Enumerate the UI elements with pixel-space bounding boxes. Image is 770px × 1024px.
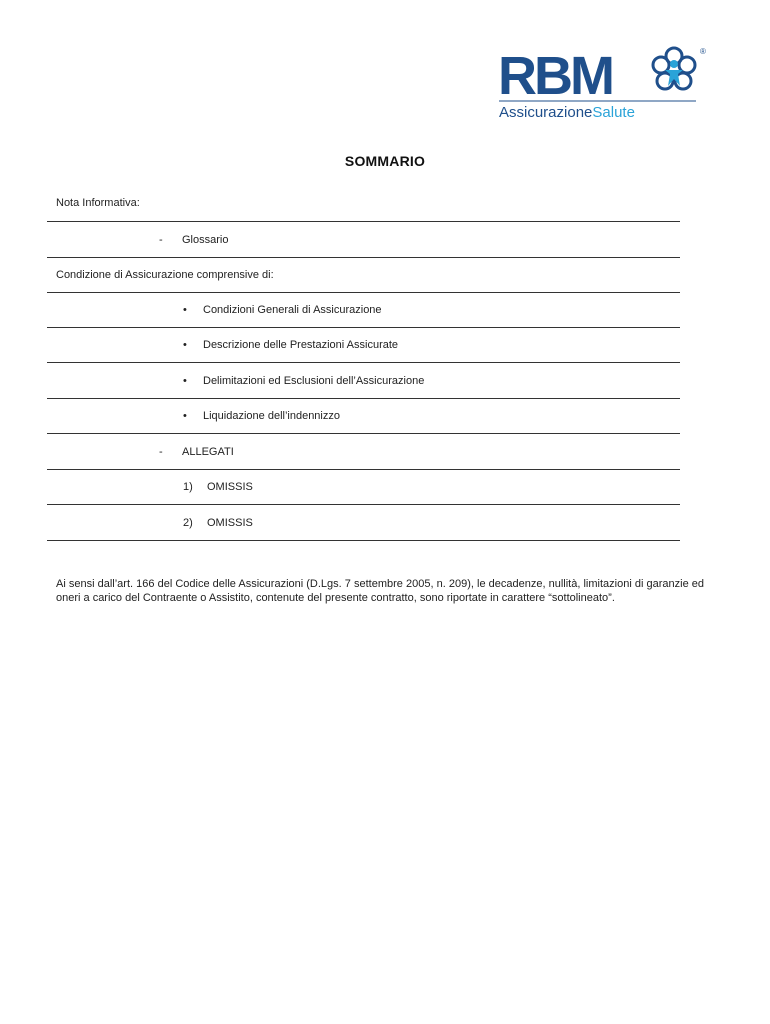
item-omissis-1: OMISSIS	[207, 481, 253, 493]
logo-subtitle-salute: Salute	[592, 104, 635, 121]
item-allegati: ALLEGATI	[182, 446, 234, 458]
bullet-icon: •	[183, 410, 187, 422]
bullet-icon: •	[183, 304, 187, 316]
legal-footnote: Ai sensi dall’art. 166 del Codice delle Assicurazioni (D.Lgs. 7 settembre 2005, n. 209), le decadenze, nullità, limitazioni di garanzie ed oneri a carico del Contraente o Assistito, contenute del presente contratto, sono riportate in carattere “sottolineato”.	[56, 578, 704, 604]
list-item	[47, 327, 680, 363]
row-left-segment	[47, 540, 129, 541]
nota-informativa-label: Nota Informativa:	[56, 197, 140, 209]
registered-mark: ®	[700, 47, 706, 56]
list-item	[47, 434, 680, 470]
list-item	[47, 222, 680, 258]
dash-marker: -	[159, 234, 163, 246]
condizione-label-row	[47, 257, 680, 293]
number-marker: 2)	[183, 517, 193, 529]
list-item	[47, 363, 680, 399]
bullet-icon: •	[183, 375, 187, 387]
item-delimitazioni: Delimitazioni ed Esclusioni dell’Assicurazione	[203, 375, 425, 387]
logo-subtitle	[499, 104, 635, 121]
item-omissis-2: OMISSIS	[207, 517, 253, 529]
bullet-icon: •	[183, 339, 187, 351]
logo-subtitle-assicurazione: Assicurazione	[499, 104, 593, 121]
page-title: SOMMARIO	[344, 153, 426, 169]
number-marker: 1)	[183, 481, 193, 493]
person-flower-icon	[653, 48, 695, 89]
item-glossario: Glossario	[182, 234, 229, 246]
list-item	[47, 505, 680, 541]
logo-letters: RBM	[498, 46, 612, 106]
rbm-logo	[496, 44, 708, 122]
list-item	[47, 469, 680, 505]
list-item	[47, 398, 680, 434]
item-descrizione-prestazioni: Descrizione delle Prestazioni Assicurate	[203, 339, 399, 351]
list-item	[47, 292, 680, 328]
dash-marker: -	[159, 446, 163, 458]
item-condizioni-generali: Condizioni Generali di Assicurazione	[203, 304, 382, 316]
item-liquidazione: Liquidazione dell’indennizzo	[203, 410, 340, 422]
condizione-label: Condizione di Assicurazione comprensive di:	[56, 269, 274, 281]
rbm-logo-graphic	[496, 44, 708, 122]
